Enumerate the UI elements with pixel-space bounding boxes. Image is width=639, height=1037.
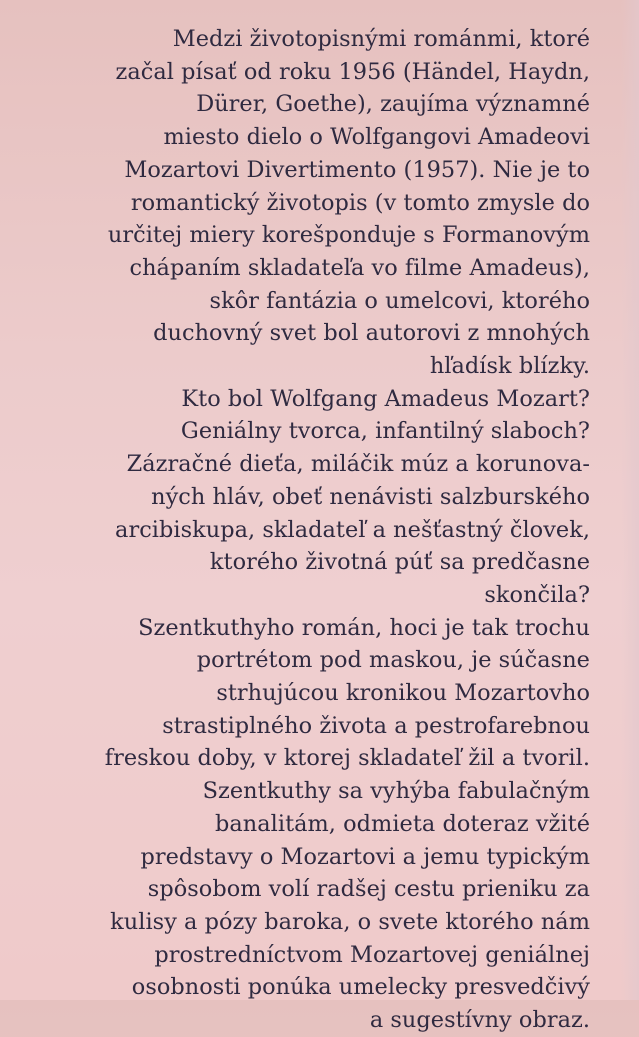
blurb-line: prostredníctvom Mozartovej geniálnej <box>154 941 590 968</box>
blurb-line: freskou doby, v ktorej skladateľ žil a tvoril. <box>104 745 590 772</box>
blurb-line: Dürer, Goethe), zaujíma významné <box>196 91 590 118</box>
blurb-line: strastiplného života a pestrofarebnou <box>162 712 590 739</box>
blurb-line: Kto bol Wolfgang Amadeus Mozart? <box>181 385 590 412</box>
blurb-line: Zázračné dieťa, miláčik múz a korunova- <box>126 451 590 478</box>
blurb-line: a sugestívny obraz. <box>369 1007 590 1034</box>
blurb-line: Szentkuthy sa vyhýba fabulačným <box>202 778 590 805</box>
blurb-line: banalitám, odmieta doteraz vžité <box>215 810 590 837</box>
blurb-line: osobnosti ponúka umelecky presvedčivý <box>131 974 590 1001</box>
blurb-line: Medzi životopisnými románmi, ktoré <box>172 26 590 52</box>
blurb-line: romantický životopis (v tomto zmysle do <box>130 189 590 216</box>
blurb-line: predstavy o Mozartovi a jemu typickým <box>140 843 590 870</box>
page-edge-shadow <box>621 0 639 1000</box>
blurb-line: miesto dielo o Wolfgangovi Amadeovi <box>163 124 590 151</box>
blurb-line: duchovný svet bol autorovi z mnohých <box>153 320 590 347</box>
blurb-line: arcibiskupa, skladateľ a nešťastný človek, <box>115 516 590 543</box>
blurb-text <box>62 23 590 1037</box>
blurb-line: začal písať od roku 1956 (Händel, Haydn, <box>115 58 590 85</box>
blurb-line: Szentkuthyho román, hoci je tak trochu <box>138 614 590 641</box>
blurb-line: strhujúcou kronikou Mozartovho <box>216 680 590 707</box>
blurb-line: spôsobom volí radšej cestu prieniku za <box>147 876 590 903</box>
blurb-line: ných hláv, obeť nenávisti salzburského <box>151 483 590 510</box>
blurb-line: hľadísk blízky. <box>429 353 590 380</box>
blurb-line: Mozartovi Divertimento (1957). Nie je to <box>124 156 590 183</box>
blurb-line: chápaním skladateľa vo filme Amadeus), <box>129 254 590 281</box>
blurb-line: portrétom pod maskou, je súčasne <box>196 647 590 674</box>
blurb-line: kulisy a pózy baroka, o svete ktorého nám <box>110 908 590 935</box>
blurb-line: určitej miery korešponduje s Formanovým <box>107 222 590 249</box>
blurb-line: skončila? <box>484 581 590 608</box>
blurb-line: skôr fantázia o umelcovi, ktorého <box>209 287 590 314</box>
blurb-line: Geniálny tvorca, infantilný slaboch? <box>180 418 590 445</box>
blurb-line: ktorého životná púť sa predčasne <box>209 549 590 576</box>
